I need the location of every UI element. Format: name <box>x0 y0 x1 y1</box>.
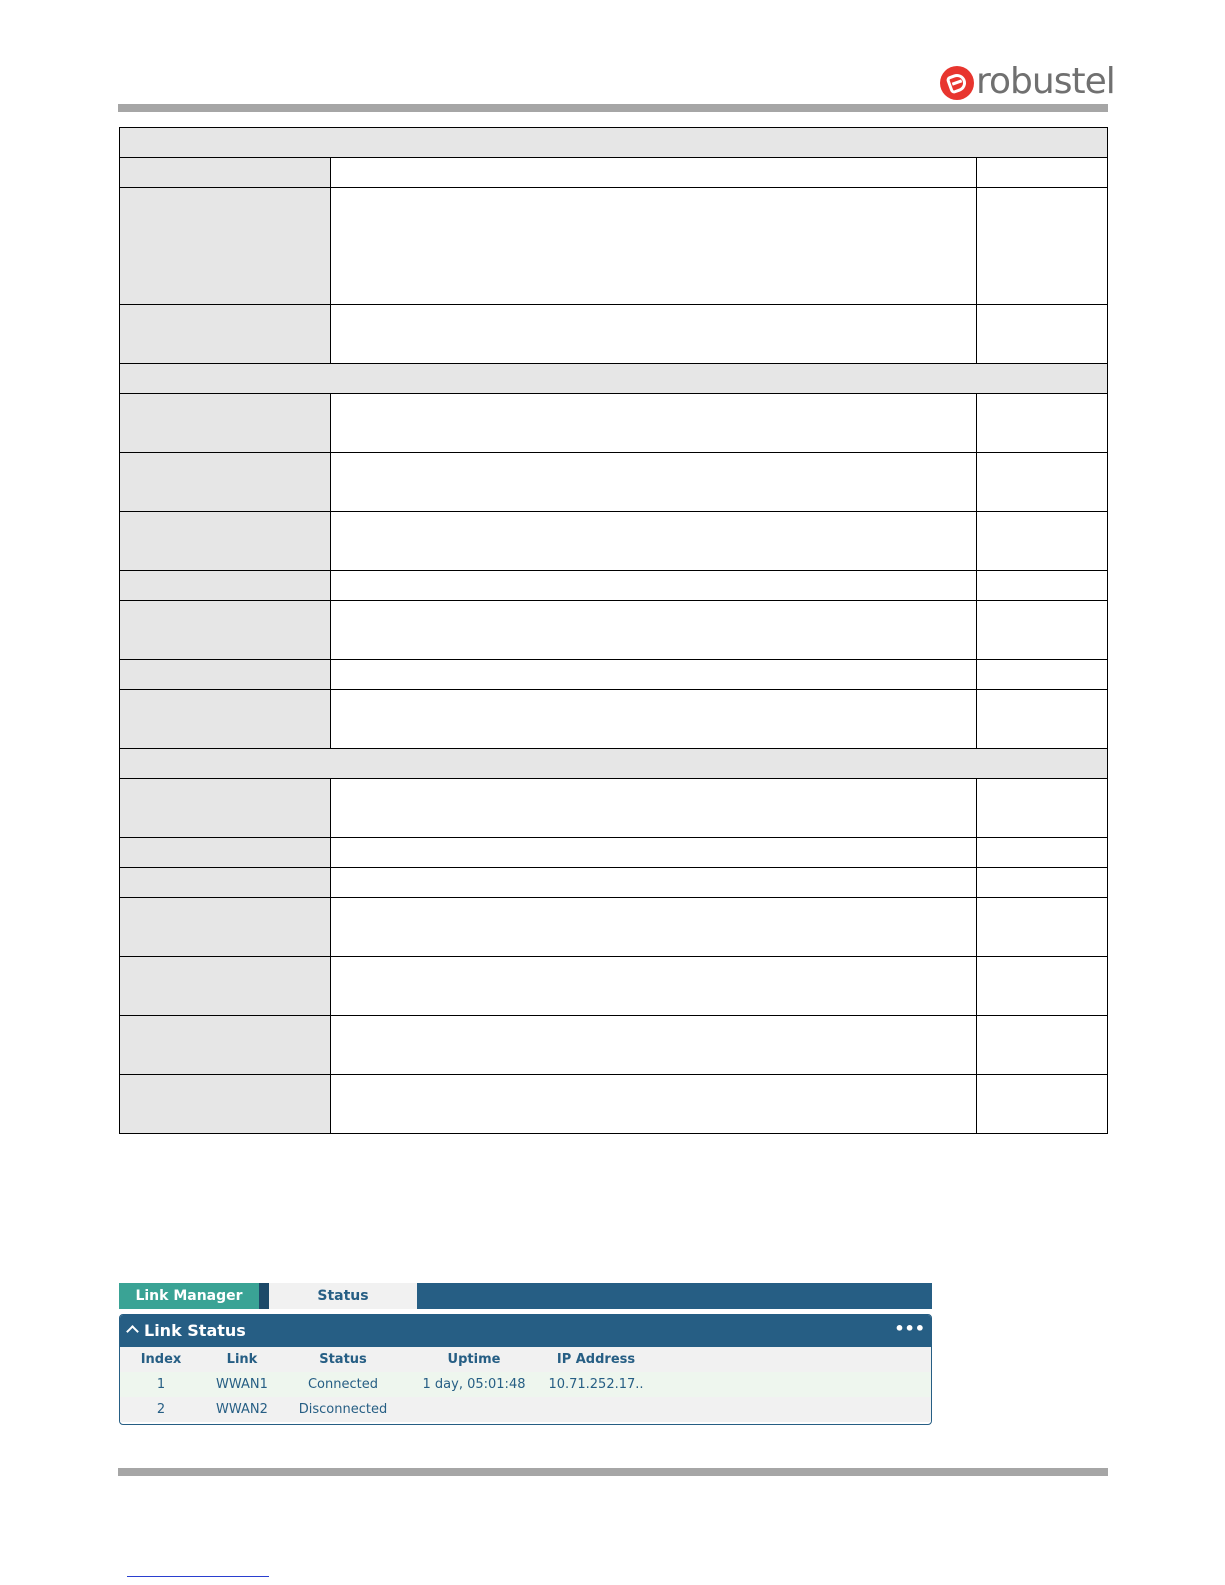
tab-bar <box>119 1283 932 1309</box>
tab-status[interactable]: Status <box>269 1283 417 1309</box>
link-status-grid <box>120 1347 931 1422</box>
row-uptime: 1 day, 05:01:48 <box>422 1377 526 1392</box>
row-status: Connected <box>307 1377 378 1392</box>
header-rule <box>118 104 1108 112</box>
table-row <box>120 868 1108 898</box>
robustel-logo-icon <box>940 66 974 100</box>
table-section-header <box>120 364 1108 394</box>
row-status: Disconnected <box>298 1402 388 1417</box>
table-row <box>120 690 1108 749</box>
column-header-link: Link <box>226 1352 258 1367</box>
table-row <box>120 838 1108 868</box>
link-manager-screenshot <box>119 1283 932 1425</box>
panel-header[interactable] <box>120 1315 931 1347</box>
brand-name: robustel <box>976 61 1115 102</box>
table-section-header <box>120 749 1108 779</box>
table-row <box>120 957 1108 1016</box>
parameter-table <box>119 127 1108 1134</box>
tab-separator <box>259 1283 269 1309</box>
table-row <box>120 571 1108 601</box>
panel-title: Link Status <box>144 1321 246 1340</box>
more-options-icon[interactable]: ••• <box>894 1319 925 1338</box>
table-row <box>120 1016 1108 1075</box>
table-row <box>120 660 1108 690</box>
row-index: 2 <box>156 1402 166 1417</box>
robustel-logo <box>940 61 1115 104</box>
column-header-index: Index <box>140 1352 182 1367</box>
table-row <box>120 394 1108 453</box>
table-row <box>120 188 1108 305</box>
table-row <box>120 512 1108 571</box>
row-link: WWAN2 <box>216 1402 268 1417</box>
column-header-uptime: Uptime <box>447 1352 501 1367</box>
link-status-panel <box>119 1314 932 1425</box>
chevron-up-icon[interactable] <box>126 1325 139 1338</box>
footer-rule <box>118 1468 1108 1476</box>
table-row <box>120 1075 1108 1134</box>
table-row[interactable] <box>120 1397 931 1422</box>
table-row <box>120 453 1108 512</box>
table-row <box>120 779 1108 838</box>
table-row <box>120 898 1108 957</box>
table-section-header <box>120 128 1108 158</box>
row-ip-address: 10.71.252.17.. <box>548 1377 644 1392</box>
grid-header-row <box>120 1347 931 1372</box>
table-row[interactable] <box>120 1372 931 1397</box>
column-header-ip-address: IP Address <box>556 1352 636 1367</box>
row-link: WWAN1 <box>216 1377 268 1392</box>
column-header-status: Status <box>319 1352 367 1367</box>
row-index: 1 <box>156 1377 166 1392</box>
footer-link-underline[interactable] <box>127 1576 269 1577</box>
table-row <box>120 601 1108 660</box>
tab-link-manager[interactable]: Link Manager <box>119 1283 259 1309</box>
table-header-row <box>120 158 1108 188</box>
table-row <box>120 305 1108 364</box>
